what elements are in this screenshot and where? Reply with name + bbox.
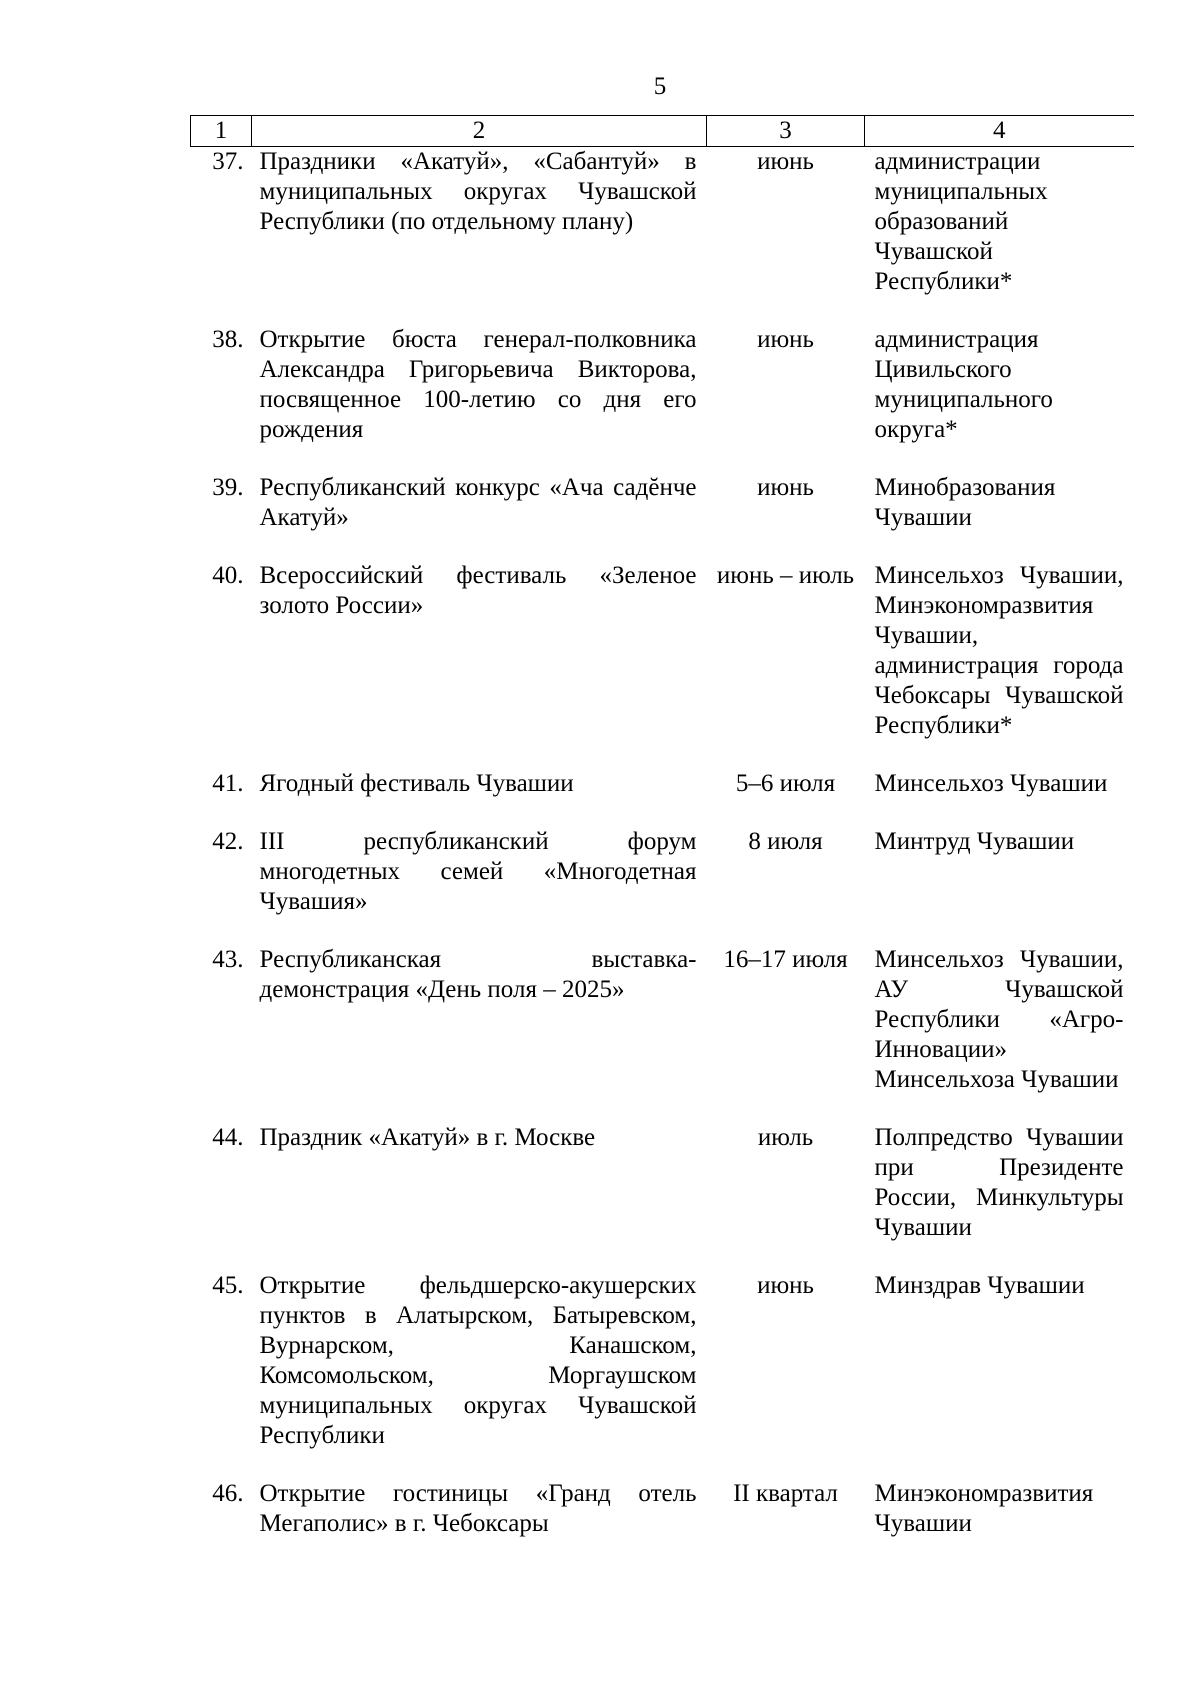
row-spacer (191, 1243, 1134, 1271)
responsible-party: Полпредство Чувашии при Президенте России, Минкультуры Чувашии (874, 1124, 1124, 1241)
responsible-party: Минсельхоз Чувашии (874, 770, 1108, 797)
table-row (191, 147, 1134, 298)
row-number: 38. (212, 326, 244, 353)
event-name: Республиканский конкурс «Ача садĕнче Акатуй» (259, 474, 697, 531)
event-name: Всероссийский фестиваль «Зеленое золото России» (259, 562, 697, 619)
event-date: II квартал (733, 1480, 838, 1507)
row-number: 43. (212, 946, 244, 973)
responsible-party: Минэкономразвития Чувашии (874, 1480, 1094, 1537)
responsible-party: Минтруд Чувашии (874, 828, 1075, 855)
event-name: III республиканский форум многодетных семей «Многодетная Чувашия» (259, 828, 697, 915)
row-spacer (191, 445, 1134, 473)
row-number: 42. (212, 828, 244, 855)
events-plan-table (190, 115, 1134, 1539)
row-spacer (191, 1451, 1134, 1479)
event-name: Ягодный фестиваль Чувашии (259, 770, 574, 797)
table-row (191, 827, 1134, 917)
row-spacer (191, 1095, 1134, 1123)
event-date: июнь (757, 1272, 814, 1299)
responsible-party: Минздрав Чувашии (874, 1272, 1085, 1299)
row-spacer (191, 741, 1134, 769)
table-row (191, 561, 1134, 741)
column-header-responsible: 4 (865, 116, 1134, 147)
row-number: 46. (212, 1480, 244, 1507)
event-date: 5–6 июля (735, 770, 836, 797)
column-header-event: 2 (252, 116, 707, 147)
responsible-party: Минсельхоз Чувашии, Минэкономразвития Чувашии, администрация города Чебоксары Чувашской Республики* (874, 562, 1124, 739)
row-number: 39. (212, 474, 244, 501)
column-header-number: 1 (191, 116, 252, 147)
event-date: июль (757, 1124, 814, 1151)
event-name: Праздники «Акатуй», «Сабантуй» в муниципальных округах Чувашской Республики (по отдельному плану) (259, 148, 697, 235)
event-name: Республиканская выставка-демонстрация «День поля – 2025» (259, 946, 697, 1003)
page-number: 5 (653, 73, 667, 100)
responsible-party: администрации муниципальных образований Чувашской Республики* (874, 148, 1048, 295)
event-date: июнь (757, 148, 814, 175)
table-row (191, 1271, 1134, 1451)
table-row (191, 769, 1134, 799)
table-header-row (191, 116, 1134, 147)
event-date: 8 июля (748, 828, 823, 855)
event-date: июнь (757, 474, 814, 501)
row-spacer (191, 533, 1134, 561)
event-name: Открытие бюста генерал-полковника Александра Григорьевича Викторова, посвященное 100-летию со дня его рождения (259, 326, 697, 443)
responsible-party: Минсельхоз Чувашии, АУ Чувашской Республики «Агро-Инновации» Минсельхоза Чувашии (874, 946, 1124, 1093)
row-number: 37. (212, 148, 244, 175)
event-name: Открытие гостиницы «Гранд отель Мегаполис» в г. Чебоксары (259, 1480, 697, 1537)
table-row (191, 325, 1134, 445)
responsible-party: администрация Цивильского муниципального округа* (874, 326, 1053, 443)
event-name: Праздник «Акатуй» в г. Москве (259, 1124, 596, 1151)
row-spacer (191, 917, 1134, 945)
responsible-party: Минобразования Чувашии (874, 474, 1056, 531)
event-date: 16–17 июля (723, 946, 848, 973)
row-spacer (191, 297, 1134, 325)
row-number: 40. (212, 562, 244, 589)
table-row (191, 1123, 1134, 1243)
table-row (191, 1479, 1134, 1539)
event-date: июнь – июль (716, 562, 855, 589)
row-number: 45. (212, 1272, 244, 1299)
row-spacer (191, 799, 1134, 827)
table-row (191, 945, 1134, 1095)
row-number: 41. (212, 770, 244, 797)
event-date: июнь (757, 326, 814, 353)
table-row (191, 473, 1134, 533)
column-header-date: 3 (707, 116, 865, 147)
event-name: Открытие фельдшерско-акушерских пунктов в Алатырском, Батыревском, Вурнарском, Канашском, Комсомольском, Моргаушском муниципальных округах Чувашской Республики (259, 1272, 697, 1449)
row-number: 44. (212, 1124, 244, 1151)
